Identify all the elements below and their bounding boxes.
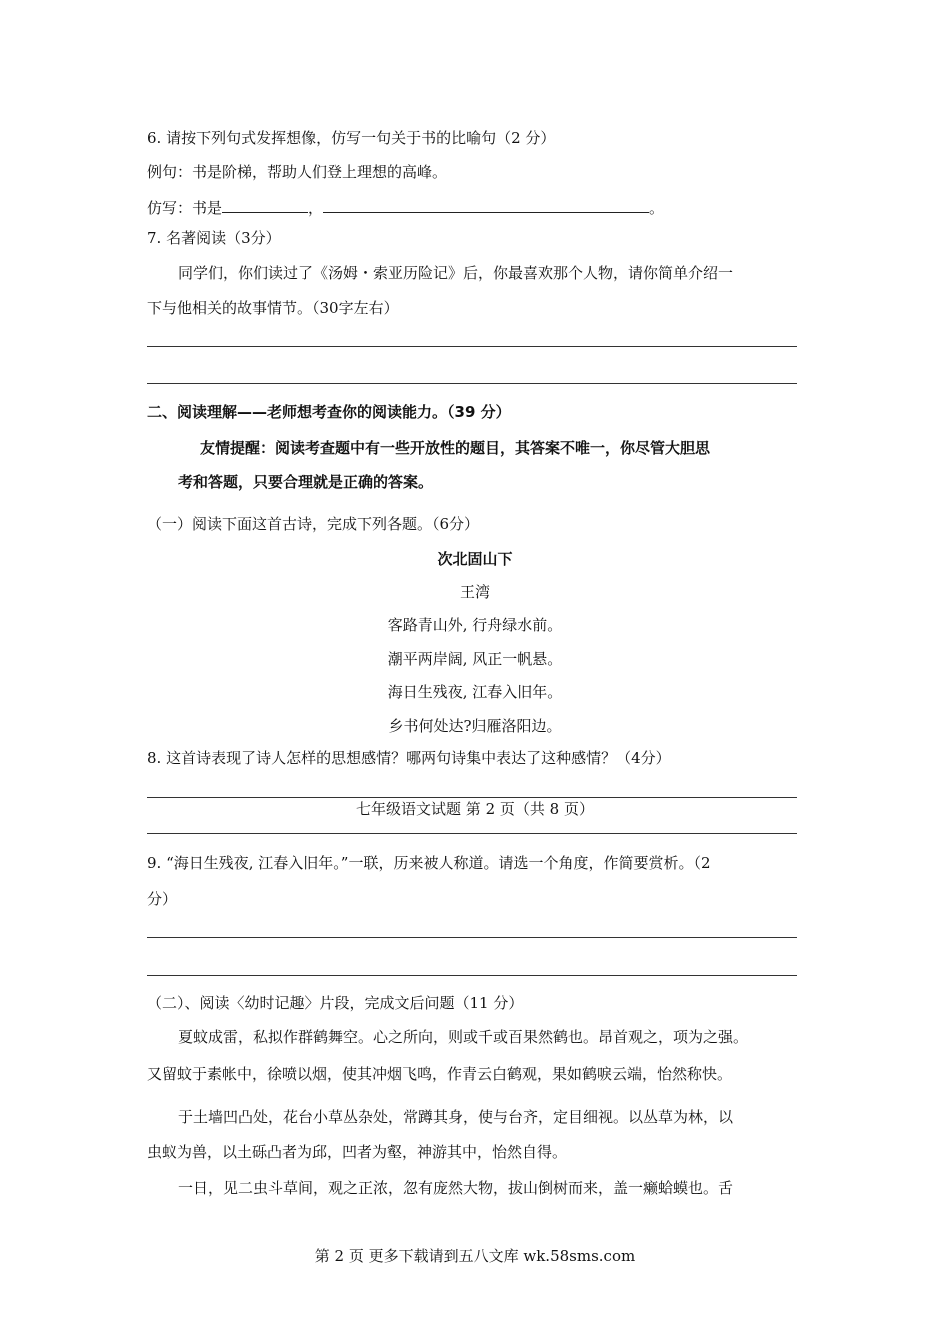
poem-line-4: 乡书何处达?归雁洛阳边。	[388, 717, 562, 735]
section2-heading: 二、阅读理解——老师想考查你的阅读能力。（39 分）	[147, 403, 511, 421]
q8-answer-line-1[interactable]	[147, 797, 797, 798]
q8-answer-line-2[interactable]	[147, 833, 797, 834]
part2-instruction: （二）、阅读〈幼时记趣〉片段，完成文后问题（11 分）	[147, 994, 524, 1012]
q6-imitate-line	[147, 196, 664, 218]
poem-author: 王湾	[459, 583, 490, 601]
q6-imitate-prefix: 仿写：书是	[147, 199, 223, 217]
poem-line-1: 客路青山外, 行舟绿水前。	[387, 616, 563, 634]
part2-para2-line2: 虫蚁为兽，以土砾凸者为邱，凹者为壑，神游其中，怡然自得。	[147, 1143, 568, 1161]
part2-para1-line2: 又留蚊于素帐中，徐喷以烟，使其冲烟飞鸣，作青云白鹤观，果如鹤唳云端，怡然称快。	[147, 1065, 733, 1083]
part2-para2-line1: 于土墙凹凸处，花台小草丛杂处，常蹲其身，使与台齐，定目细视。以丛草为林，以	[178, 1108, 734, 1126]
q7-prompt: 7. 名著阅读（3分）	[147, 229, 281, 247]
poem-line-3: 海日生残夜, 江春入旧年。	[387, 683, 563, 701]
q6-answer-blank-2[interactable]	[323, 196, 649, 213]
q8-prompt: 8. 这首诗表现了诗人怎样的思想感情？哪两句诗集中表达了这种感情？（4分）	[147, 749, 671, 767]
part2-para3-line1: 一日，见二虫斗草间，观之正浓，忽有庞然大物，拔山倒树而来，盖一癞蛤蟆也。舌	[178, 1179, 734, 1197]
q9-answer-line-1[interactable]	[147, 937, 797, 938]
poem-line-2: 潮平两岸阔, 风正一帆悬。	[387, 650, 563, 668]
q6-example: 例句：书是阶梯，帮助人们登上理想的高峰。	[147, 163, 448, 181]
q6-answer-blank-1[interactable]	[222, 196, 308, 213]
q7-body-line1: 同学们，你们读过了《汤姆・索亚历险记》后，你最喜欢那个人物，请你简单介绍一	[178, 264, 734, 282]
poem-title: 次北固山下	[437, 550, 513, 568]
q7-answer-line-2[interactable]	[147, 383, 797, 384]
q6-prompt: 6. 请按下列句式发挥想像，仿写一句关于书的比喻句（2 分）	[147, 129, 556, 147]
q9-answer-line-2[interactable]	[147, 975, 797, 976]
q9-prompt-line1: 9. “海日生残夜, 江春入旧年。”一联，历来被人称道。请选一个角度，作简要赏析。（2	[147, 854, 711, 872]
section2-tip-line2: 考和答题，只要合理就是正确的答案。	[178, 473, 434, 491]
q7-body-line2: 下与他相关的故事情节。（30字左右）	[147, 299, 399, 317]
page-footer: 第 2 页 更多下载请到五八文库 wk.58sms.com	[314, 1247, 636, 1265]
part2-para1-line1: 夏蚊成雷，私拟作群鹤舞空。心之所向，则或千或百果然鹤也。昂首观之，项为之强。	[178, 1028, 749, 1046]
q9-prompt-line2: 分）	[147, 890, 178, 908]
q7-answer-line-1[interactable]	[147, 346, 797, 347]
page-header: 七年级语文试题 第 2 页（共 8 页）	[356, 800, 594, 818]
q6-imitate-comma: ，	[308, 199, 324, 217]
q6-imitate-end: 。	[649, 199, 665, 217]
section2-tip-line1: 友情提醒：阅读考查题中有一些开放性的题目，其答案不唯一，你尽管大胆思	[200, 439, 711, 457]
part1-instruction: （一）阅读下面这首古诗，完成下列各题。（6分）	[147, 515, 480, 533]
